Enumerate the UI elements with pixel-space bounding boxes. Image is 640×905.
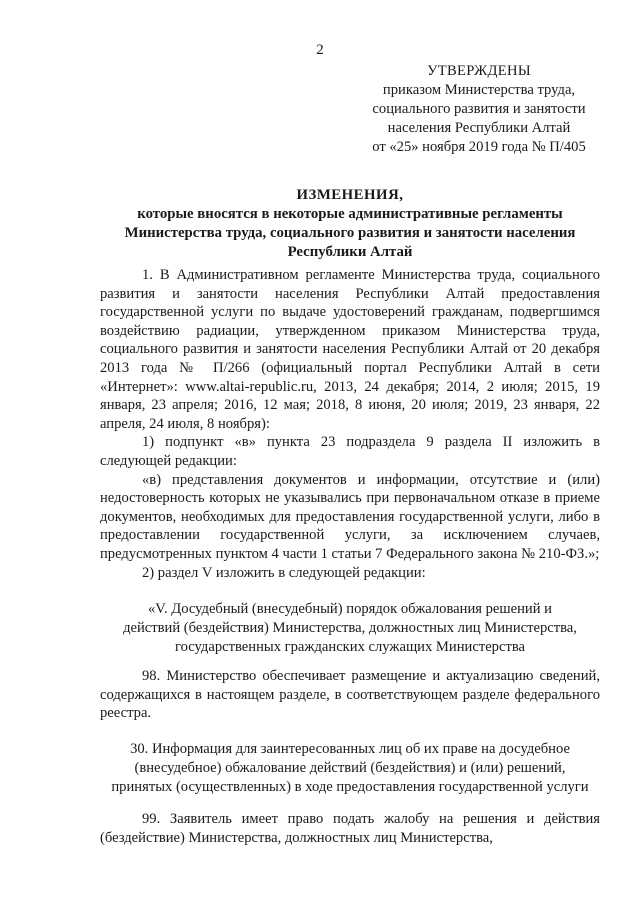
heading-30 (100, 740, 600, 797)
approval-heading: УТВЕРЖДЕНЫ (427, 63, 531, 79)
paragraph-1: 1. В Административном регламенте Министерства труда, социального развития и занятости населения Республики Алтай предоставления государственной услуги по выдаче удостоверений гражданам, подвергшимся воздействию радиации, утвержденном приказом Министерства труда, социального развития и занятости населения Республики Алтай от 20 декабря 2013 года № П/266 (официальный портал Республики Алтай в сети «Интернет»: www.altai-republic.ru, 2013, 24 декабря; 2014, 2 июля; 2015, 19 января, 23 апреля; 2016, 12 мая; 2018, 8 июня, 20 июля; 2019, 23 января, 22 апреля, 24 июля, 8 ноября): (100, 267, 600, 432)
approval-line: населения Республики Алтай (387, 120, 571, 136)
paragraph-98: 98. Министерство обеспечивает размещение и актуализацию сведений, содержащихся в настоящем разделе, в соответствующем разделе федерального реестра. (100, 668, 600, 722)
title-line: которые вносятся в некоторые административные регламенты (137, 206, 563, 222)
paragraph-quote-v: «в) представления документов и информации, отсутствие и (или) недостоверность которых не указывались при первоначальном отказе в приеме документов, необходимых для предоставления государственной услуги, либо в предоставлении государственной услуги, за исключением случаев, предусмотренных пунктом 4 части 1 статьи 7 Федерального закона № 210-ФЗ.»; (100, 471, 600, 562)
approval-date-line: от «25» ноября 2019 года № П/405 (372, 139, 586, 155)
approval-line: приказом Министерства труда, (382, 82, 576, 98)
heading-30-line: принятых (осуществленных) в ходе предоставления государственной услуги (111, 779, 589, 795)
title-line: Министерства труда, социального развития и занятости населения (124, 225, 576, 241)
title-main: ИЗМЕНЕНИЯ, (296, 187, 404, 203)
section-v-line: государственных гражданских служащих Министерства (174, 639, 525, 655)
document-title (100, 186, 600, 262)
approval-block (354, 62, 604, 157)
main-body (100, 266, 600, 582)
paragraph-99: 99. Заявитель имеет право подать жалобу на решения и действия (бездействие) Министерства, должностных лиц Министерства, (100, 811, 600, 846)
title-line: Республики Алтай (287, 244, 413, 260)
section-v-line: действий (бездействия) Министерства, должностных лиц Министерства, (123, 620, 577, 636)
paragraph-98-block (100, 667, 600, 723)
heading-30-line: (внесудебное) обжалование действий (бездействия) и (или) решений, (134, 760, 566, 776)
paragraph-99-block (100, 810, 600, 847)
page-number: 2 (316, 42, 324, 58)
section-v-heading (100, 600, 600, 657)
section-v-line: «V. Досудебный (внесудебный) порядок обжалования решений и (148, 601, 552, 617)
paragraph-subpoint-1: 1) подпункт «в» пункта 23 подраздела 9 раздела II изложить в следующей редакции: (100, 434, 600, 469)
approval-line: социального развития и занятости (372, 101, 586, 117)
paragraph-subpoint-2: 2) раздел V изложить в следующей редакции: (142, 564, 426, 581)
heading-30-line: 30. Информация для заинтересованных лиц об их праве на досудебное (130, 741, 570, 757)
